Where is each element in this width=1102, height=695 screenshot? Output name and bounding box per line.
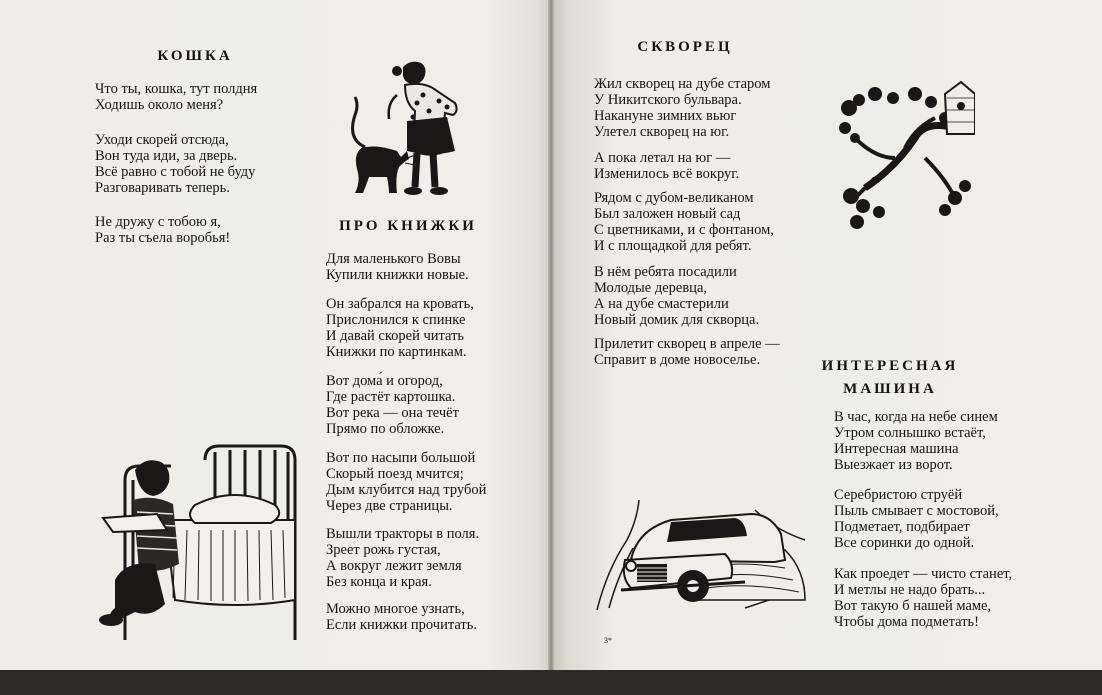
girl-and-cat-illustration bbox=[335, 55, 485, 205]
verse-line: Все соринки до одной. bbox=[834, 535, 975, 551]
verse-line: Разговаривать теперь. bbox=[95, 180, 230, 196]
stanza bbox=[594, 336, 780, 368]
verse-line: Был заложен новый сад bbox=[594, 206, 741, 222]
verse-line: Через две страницы. bbox=[326, 498, 453, 514]
verse-line: Всё равно с тобой не буду bbox=[95, 164, 256, 180]
verse-line: Вышли тракторы в поля. bbox=[326, 526, 480, 542]
verse-line: В нём ребята посадили bbox=[594, 264, 737, 280]
verse-line: Прямо по обложке. bbox=[326, 421, 445, 437]
stanza bbox=[326, 296, 474, 360]
verse-line: Изменилось всё вокруг. bbox=[594, 166, 740, 182]
verse-line: Не дружу с тобою я, bbox=[95, 214, 221, 230]
verse-line: Вот такую б нашей маме, bbox=[834, 598, 992, 614]
stanza bbox=[326, 526, 479, 590]
verse-line: У Никитского бульвара. bbox=[594, 92, 742, 108]
verse-line: Без конца и края. bbox=[326, 574, 432, 590]
verse-line: Раз ты съела воробья! bbox=[95, 230, 231, 246]
poem-title-starling: СКВОРЕЦ bbox=[637, 39, 733, 55]
poem-title-books: ПРО КНИЖКИ bbox=[339, 218, 477, 234]
stanza bbox=[95, 81, 257, 113]
verse-line: Вон туда иди, за дверь. bbox=[95, 148, 238, 164]
stanza bbox=[326, 251, 469, 283]
verse-line: Книжки по картинкам. bbox=[326, 344, 467, 360]
stanza bbox=[834, 409, 998, 473]
oak-tree-with-birdhouse-illustration bbox=[835, 78, 975, 238]
verse-line: Интересная машина bbox=[834, 441, 959, 457]
stanza bbox=[594, 150, 739, 182]
stanza bbox=[594, 76, 770, 140]
page-number: 3* bbox=[604, 636, 612, 645]
verse-line: Можно многое узнать, bbox=[326, 601, 465, 617]
verse-line: А пока летал на юг — bbox=[594, 150, 731, 166]
verse-line: Жил скворец на дубе старом bbox=[594, 76, 771, 92]
book-gutter bbox=[548, 0, 554, 695]
verse-line: Накануне зимних вьюг bbox=[594, 108, 737, 124]
verse-line: Вот река — она течёт bbox=[326, 405, 459, 421]
verse-line: Если книжки прочитать. bbox=[326, 617, 478, 633]
verse-line: Купили книжки новые. bbox=[326, 267, 469, 283]
poem-title-cat: КОШКА bbox=[157, 48, 233, 64]
verse-line: Скорый поезд мчится; bbox=[326, 466, 464, 482]
verse-line: Что ты, кошка, тут полдня bbox=[95, 81, 258, 97]
verse-line: Справит в доме новоселье. bbox=[594, 352, 761, 368]
verse-line: А на дубе смастерили bbox=[594, 296, 729, 312]
stanza bbox=[594, 264, 759, 328]
street-washing-car-illustration bbox=[595, 490, 810, 615]
verse-line: Выезжает из ворот. bbox=[834, 457, 953, 473]
verse-line: Рядом с дубом-великаном bbox=[594, 190, 754, 206]
verse-line: Он забрался на кровать, bbox=[326, 296, 474, 312]
stanza bbox=[95, 132, 255, 196]
verse-line: Прислонился к спинке bbox=[326, 312, 466, 328]
verse-line: Зреет рожь густая, bbox=[326, 542, 441, 558]
verse-line: Ходишь около меня? bbox=[95, 97, 224, 113]
verse-line: В час, когда на небе синем bbox=[834, 409, 998, 425]
boy-reading-in-bed-illustration bbox=[95, 440, 305, 645]
verse-line: Серебристою струёй bbox=[834, 487, 963, 503]
verse-line: Молодые деревца, bbox=[594, 280, 708, 296]
stanza bbox=[834, 566, 1012, 630]
verse-line: С цветниками, и с фонтаном, bbox=[594, 222, 774, 238]
stanza bbox=[95, 214, 230, 246]
verse-line: Вот по насыпи большой bbox=[326, 450, 476, 466]
stanza bbox=[326, 373, 459, 437]
verse-line: Для маленького Вовы bbox=[326, 251, 461, 267]
verse-line: Прилетит скворец в апреле — bbox=[594, 336, 780, 352]
stanza bbox=[326, 450, 486, 514]
verse-line: И метлы не надо брать... bbox=[834, 582, 986, 598]
verse-line: И с площадкой для ребят. bbox=[594, 238, 752, 254]
verse-line: И давай скорей читать bbox=[326, 328, 465, 344]
verse-line: Где растёт картошка. bbox=[326, 389, 456, 405]
verse-line: Утром солнышко встаёт, bbox=[834, 425, 986, 441]
verse-line: Подметает, подбирает bbox=[834, 519, 970, 535]
poem-title-machine: ИНТЕРЕСНАЯ МАШИНА bbox=[821, 358, 959, 397]
stanza bbox=[326, 601, 477, 633]
verse-line: Вот дома́ и огород, bbox=[326, 373, 443, 389]
verse-line: Уходи скорей отсюда, bbox=[95, 132, 229, 148]
verse-line: Чтобы дома подметать! bbox=[834, 614, 979, 630]
scan-background bbox=[0, 670, 1102, 695]
verse-line: Улетел скворец на юг. bbox=[594, 124, 730, 140]
verse-line: Пыль смывает с мостовой, bbox=[834, 503, 999, 519]
verse-line: Как проедет — чисто станет, bbox=[834, 566, 1013, 582]
stanza bbox=[594, 190, 774, 254]
verse-line: Дым клубится над трубой bbox=[326, 482, 487, 498]
verse-line: Новый домик для скворца. bbox=[594, 312, 760, 328]
stanza bbox=[834, 487, 999, 551]
verse-line: А вокруг лежит земля bbox=[326, 558, 462, 574]
